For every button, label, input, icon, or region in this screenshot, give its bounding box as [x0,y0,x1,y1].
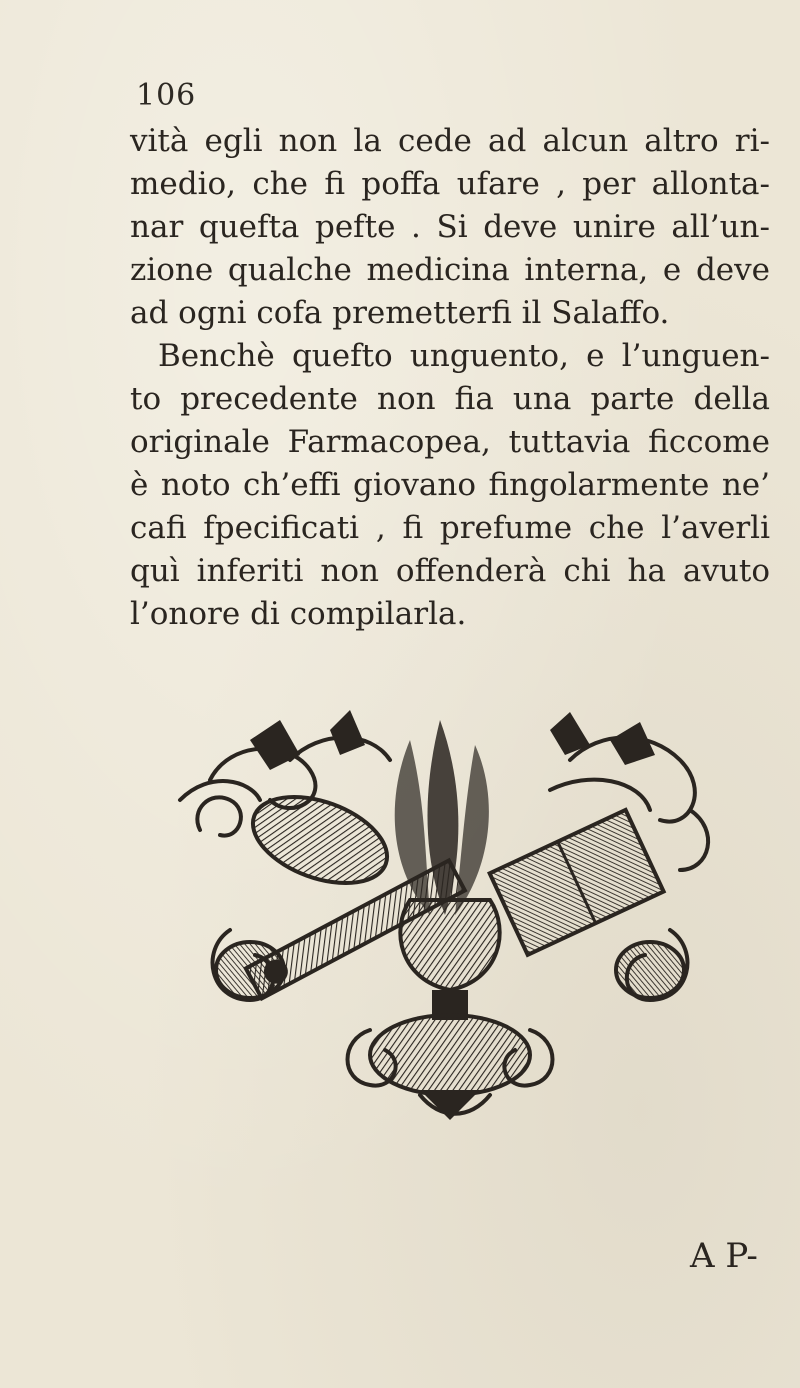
page-number: 106 [136,78,197,113]
text-line: Benchè quefto unguento, e l’unguen- [158,338,770,374]
text-line: quì inferiti non offenderà chi ha avuto [130,553,770,589]
catchword: A P- [690,1236,758,1276]
body-text [130,120,770,636]
text-line: nar quefta pefte . Si deve unire all’un- [130,209,770,245]
text-line: originale Farmacopea, tuttavia ficcome [130,424,770,460]
text-line: è noto ch’effi giovano fingolarmente ne’ [130,467,770,503]
text-line: l’onore di compilarla. [130,596,467,632]
text-line: vità egli non la cede ad alcun altro ri- [130,123,770,159]
text-line: cafi fpecificati , fi prefume che l’averli [130,510,770,546]
text-line: ad ogni cofa premetterfi il Salaffo. [130,295,670,331]
text-line: zione qualche medicina interna, e deve [130,252,770,288]
text-line: to precedente non fia una parte della [130,381,770,417]
text-line: medio, che fi poffa ufare , per allonta- [130,166,770,202]
apothecary-vignette-icon [170,700,730,1130]
